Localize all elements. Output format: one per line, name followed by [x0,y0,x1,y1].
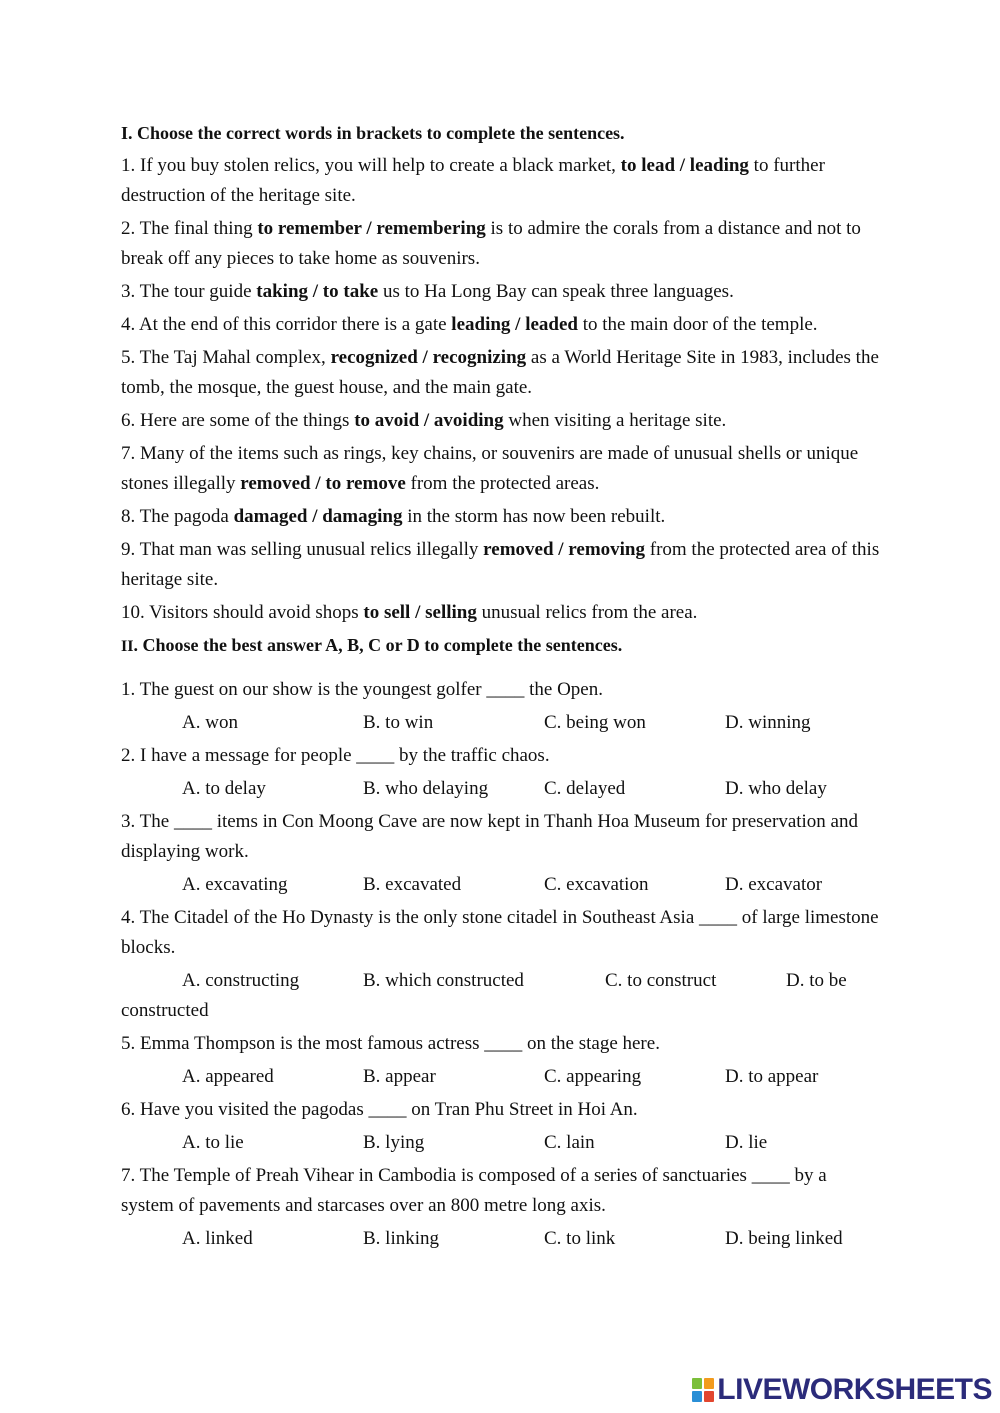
word-choice[interactable]: damaged / damaging [233,506,403,527]
answer-options [182,1062,881,1092]
option-d[interactable]: D. who delay [725,778,827,799]
option-a[interactable]: A. linked [182,1228,253,1249]
word-choice[interactable]: to avoid / avoiding [354,410,504,431]
exercise-1-item: 5. The Taj Mahal complex, recognized / recognizing as a World Heritage Site in 1983, includes the tomb, the mosque, the guest house, and the main gate. [121,347,879,398]
option-d[interactable]: D. to be [786,970,847,991]
exercise-1-item: 9. That man was selling unusual relics illegally removed / removing from the protected area of this heritage site. [121,539,880,590]
option-b[interactable]: B. excavated [363,874,462,895]
option-b[interactable]: B. to win [363,712,434,733]
option-a[interactable]: A. excavating [182,874,288,895]
option-b[interactable]: B. which constructed [363,970,524,991]
answer-options [182,774,881,804]
option-d[interactable]: D. to appear [725,1066,819,1087]
question-text: 2. I have a message for people ____ by the traffic chaos. [121,745,550,766]
exercise-1-item: 6. Here are some of the things to avoid / avoiding when visiting a heritage site. [121,410,727,431]
option-c[interactable]: C. excavation [544,874,649,895]
option-d-continuation: constructed [121,1000,209,1021]
option-d[interactable]: D. lie [725,1132,768,1153]
option-a[interactable]: A. to lie [182,1132,244,1153]
word-choice[interactable]: to sell / selling [363,602,477,623]
worksheet [121,119,881,1257]
exercise-1-item: 10. Visitors should avoid shops to sell / selling unusual relics from the area. [121,602,698,623]
option-c[interactable]: C. lain [544,1132,595,1153]
option-b[interactable]: B. lying [363,1132,425,1153]
answer-options [182,708,881,738]
option-a[interactable]: A. won [182,712,238,733]
question-text: 6. Have you visited the pagodas ____ on Tran Phu Street in Hoi An. [121,1099,638,1120]
question-text: 5. Emma Thompson is the most famous actress ____ on the stage here. [121,1033,660,1054]
liveworksheets-watermark[interactable] [691,1373,992,1407]
word-choice[interactable]: to lead / leading [620,155,749,176]
exercise-1-item: 7. Many of the items such as rings, key chains, or souvenirs are made of unusual shells or unique stones illegally removed / to remove from the protected areas. [121,443,859,494]
word-choice[interactable]: to remember / remembering [257,218,486,239]
word-choice[interactable]: taking / to take [256,281,379,302]
word-choice[interactable]: removed / removing [483,539,645,560]
option-b[interactable]: B. who delaying [363,778,489,799]
option-b[interactable]: B. linking [363,1228,440,1249]
exercise-1-item: 1. If you buy stolen relics, you will help to create a black market, to lead / leading to further destruction of the heritage site. [121,155,825,206]
option-c[interactable]: C. appearing [544,1066,642,1087]
section-1-heading: I. Choose the correct words in brackets to complete the sentences. [121,123,625,143]
liveworksheets-logo-icon [691,1377,715,1403]
option-a[interactable]: A. to delay [182,778,266,799]
word-choice[interactable]: leading / leaded [451,314,578,335]
option-b[interactable]: B. appear [363,1066,436,1087]
section-2-questions [121,675,881,1254]
section-1-items [121,151,881,628]
exercise-1-item: 3. The tour guide taking / to take us to Ha Long Bay can speak three languages. [121,281,734,302]
option-c[interactable]: C. delayed [544,778,626,799]
option-c[interactable]: C. to construct [605,970,717,991]
word-choice[interactable]: removed / to remove [240,473,406,494]
word-choice[interactable]: recognized / recognizing [330,347,527,368]
answer-options [182,1128,881,1158]
option-d[interactable]: D. winning [725,712,811,733]
exercise-1-item: 2. The final thing to remember / remembering is to admire the corals from a distance and not to break off any pieces to take home as souvenirs. [121,218,861,269]
question-text: 7. The Temple of Preah Vihear in Cambodia is composed of a series of sanctuaries ____ by a system of pavements and starcases over an 800 metre long axis. [121,1165,827,1216]
question-text: 3. The ____ items in Con Moong Cave are now kept in Thanh Hoa Museum for preservation and displaying work. [121,811,858,862]
option-d[interactable]: D. being linked [725,1228,843,1249]
section-2-heading: II. Choose the best answer A, B, C or D to complete the sentences. [121,635,623,655]
exercise-1-item: 4. At the end of this corridor there is a gate leading / leaded to the main door of the temple. [121,314,818,335]
watermark-text: LIVEWORKSHEETS [717,1373,992,1406]
option-a[interactable]: A. appeared [182,1066,274,1087]
answer-options [182,870,881,900]
question-text: 1. The guest on our show is the youngest golfer ____ the Open. [121,679,603,700]
option-c[interactable]: C. to link [544,1228,616,1249]
answer-options [182,966,881,996]
option-a[interactable]: A. constructing [182,970,300,991]
option-c[interactable]: C. being won [544,712,646,733]
exercise-1-item: 8. The pagoda damaged / damaging in the storm has now been rebuilt. [121,506,666,527]
question-text: 4. The Citadel of the Ho Dynasty is the only stone citadel in Southeast Asia ____ of large limestone blocks. [121,907,879,958]
option-d[interactable]: D. excavator [725,874,823,895]
answer-options [182,1224,881,1254]
